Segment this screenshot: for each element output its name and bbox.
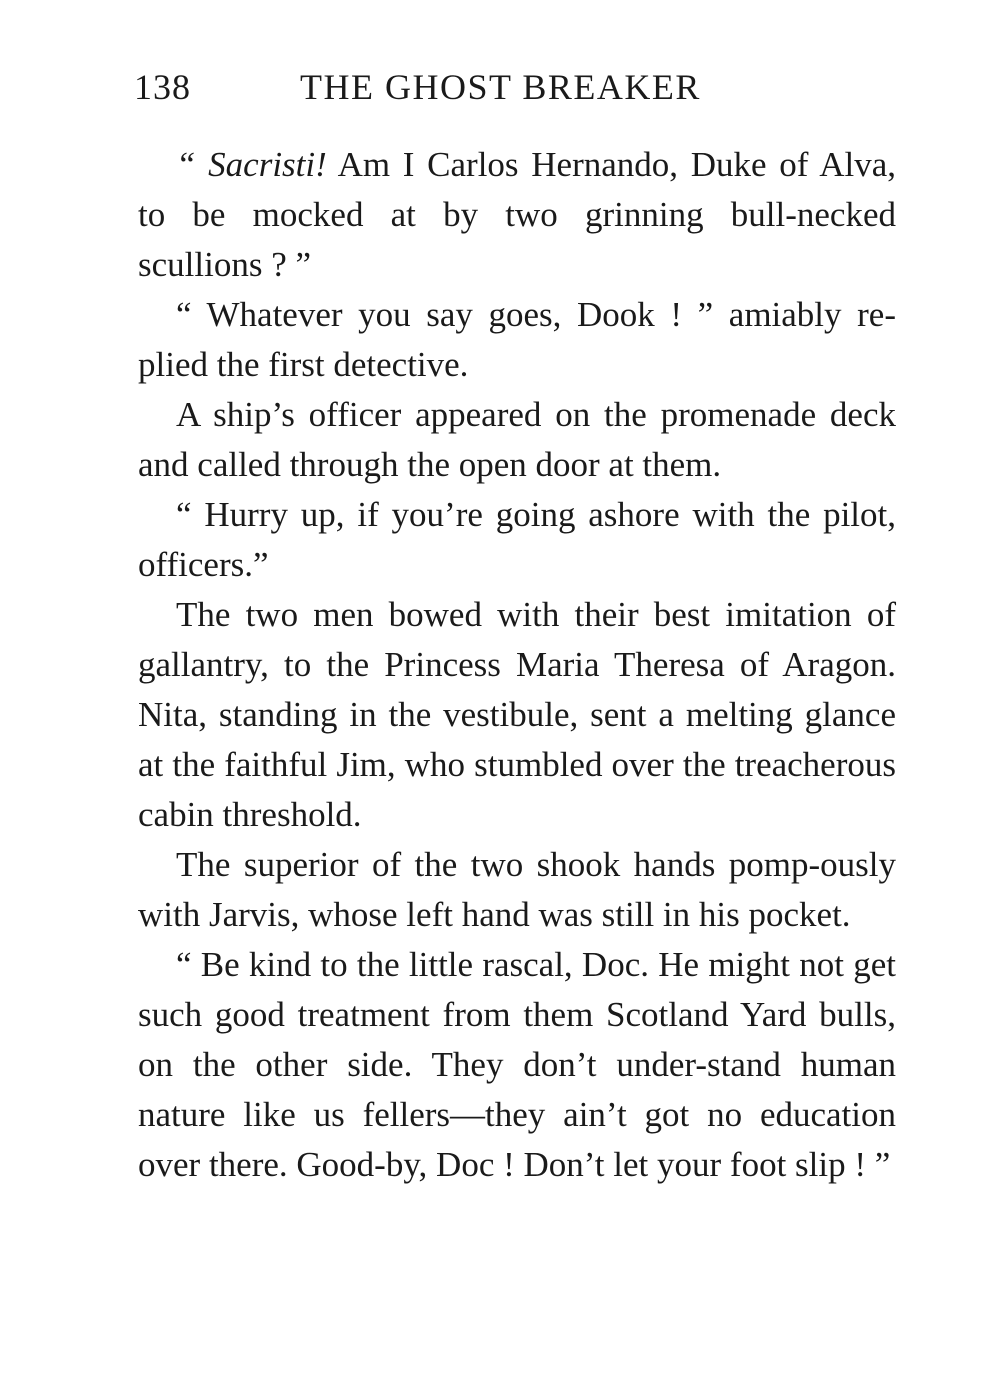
paragraph: “ Whatever you say goes, Dook ! ” amiably re-plied the first detective. xyxy=(138,295,896,384)
paragraph: “ Be kind to the little rascal, Doc. He might not get such good treatment from them Scotland Yard bulls, on the other side. They don’t under-stand human nature like us fellers—they ain’t got no education over there. Good-by, Doc ! Don’t let your foot slip ! ” xyxy=(138,945,896,1184)
page-number: 138 xyxy=(134,67,191,107)
body-text xyxy=(138,140,896,1190)
paragraph xyxy=(138,140,896,290)
paragraph: “ Hurry up, if you’re going ashore with the pilot, officers.” xyxy=(138,495,896,584)
paragraph-text: Am I Carlos Hernando, Duke of Alva, to be mocked at by two grinning bull-necked scullions ? ” xyxy=(138,145,896,284)
paragraph: The two men bowed with their best imitation of gallantry, to the Princess Maria Theresa of Aragon. Nita, standing in the vestibule, sent a melting glance at the faithful Jim, who stumbled over the treacherous cabin threshold. xyxy=(138,595,896,834)
running-title: THE GHOST BREAKER xyxy=(300,67,701,107)
paragraph: A ship’s officer appeared on the promenade deck and called through the open door at them. xyxy=(138,395,896,484)
paragraph: The superior of the two shook hands pomp-ously with Jarvis, whose left hand was still in his pocket. xyxy=(138,845,896,934)
italic-exclamation: “ Sacristi! xyxy=(176,145,327,184)
page-header xyxy=(134,66,894,122)
